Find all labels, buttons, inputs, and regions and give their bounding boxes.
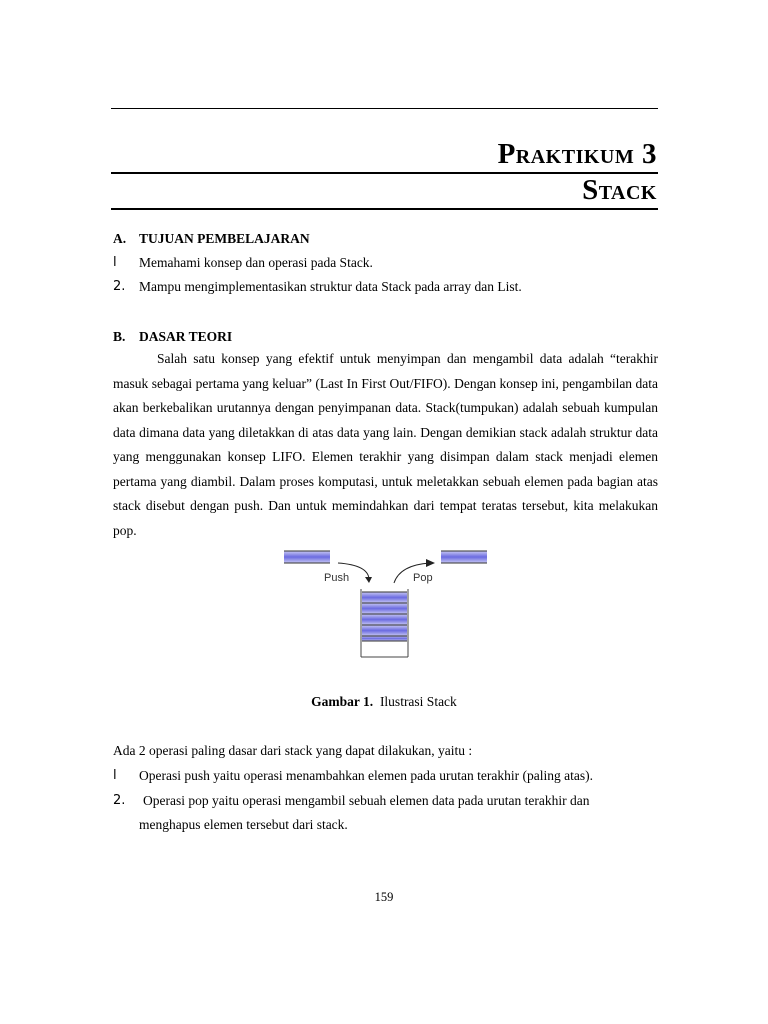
- section-b-heading: [113, 330, 232, 344]
- stack-element: [362, 636, 407, 641]
- top-rule: [111, 108, 658, 109]
- paragraph-text: Salah satu konsep yang efektif untuk menyimpan dan mengambil data adalah “terakhir masuk sebagai pertama yang keluar” (Last In First Out/FIFO). Dengan konsep ini, pengambilan data akan berkebalikan urutannya dengan penyimpanan data. Stack(tumpukan) adalah sebuah kumpulan data dimana data yang diletakkan di atas data yang lain. Dengan demikian stack adalah struktur data yang menggunakan konsep LIFO. Elemen terakhir yang disimpan dalam stack menjadi elemen pertama yang diambil. Dalam proses komputasi, untuk meletakkan sebuah elemen pada bagian atas stack disebut dengan push. Dan untuk memindahkan dari tempat teratas tersebut, kita melakukan pop.: [113, 351, 658, 538]
- stack-container: [361, 589, 408, 657]
- section-b-number: B.: [113, 329, 126, 344]
- section-a-heading: [113, 232, 310, 246]
- list-item-text: Mampu mengimplementasikan struktur data Stack pada array dan List.: [139, 279, 522, 294]
- pop-label: Pop: [413, 572, 433, 584]
- list-marker: l: [113, 768, 117, 783]
- list-item-text: Operasi pop yaitu operasi mengambil sebuah elemen data pada urutan terakhir dan: [143, 793, 590, 808]
- caption-text: Ilustrasi Stack: [379, 694, 457, 709]
- operations-intro: Ada 2 operasi paling dasar dari stack yang dapat dilakukan, yaitu :: [113, 743, 473, 758]
- stack-illustration: [280, 545, 492, 660]
- stack-element: [362, 603, 407, 614]
- push-label: Push: [324, 572, 350, 584]
- list-item-text: menghapus elemen tersebut dari stack.: [139, 817, 348, 832]
- title-rule-1: [111, 172, 658, 174]
- list-marker: l: [113, 255, 117, 270]
- list-marker: 2.: [113, 793, 126, 808]
- chapter-title: Praktikum 3: [497, 138, 657, 170]
- section-a-title: TUJUAN PEMBELAJARAN: [139, 231, 310, 246]
- section-b-title: DASAR TEORI: [139, 329, 233, 344]
- section-a-number: A.: [113, 231, 127, 246]
- list-item-text: Memahami konsep dan operasi pada Stack.: [139, 255, 373, 270]
- chapter-subtitle: Stack: [582, 174, 657, 206]
- title-rule-2: [111, 208, 658, 210]
- caption-label: Gambar 1.: [311, 694, 374, 709]
- list-marker: 2.: [113, 279, 126, 294]
- stack-element: [362, 592, 407, 603]
- figure-caption: [0, 694, 768, 710]
- page-number: 159: [374, 890, 394, 904]
- push-element: [284, 551, 330, 563]
- body-paragraph: [113, 347, 658, 543]
- pop-element: [441, 551, 487, 563]
- stack-element: [362, 625, 407, 636]
- stack-element: [362, 614, 407, 625]
- list-item-text: Operasi push yaitu operasi menambahkan elemen pada urutan terakhir (paling atas).: [139, 768, 593, 783]
- pop-arrowhead-icon: [426, 559, 435, 567]
- push-arrowhead-icon: [365, 577, 372, 583]
